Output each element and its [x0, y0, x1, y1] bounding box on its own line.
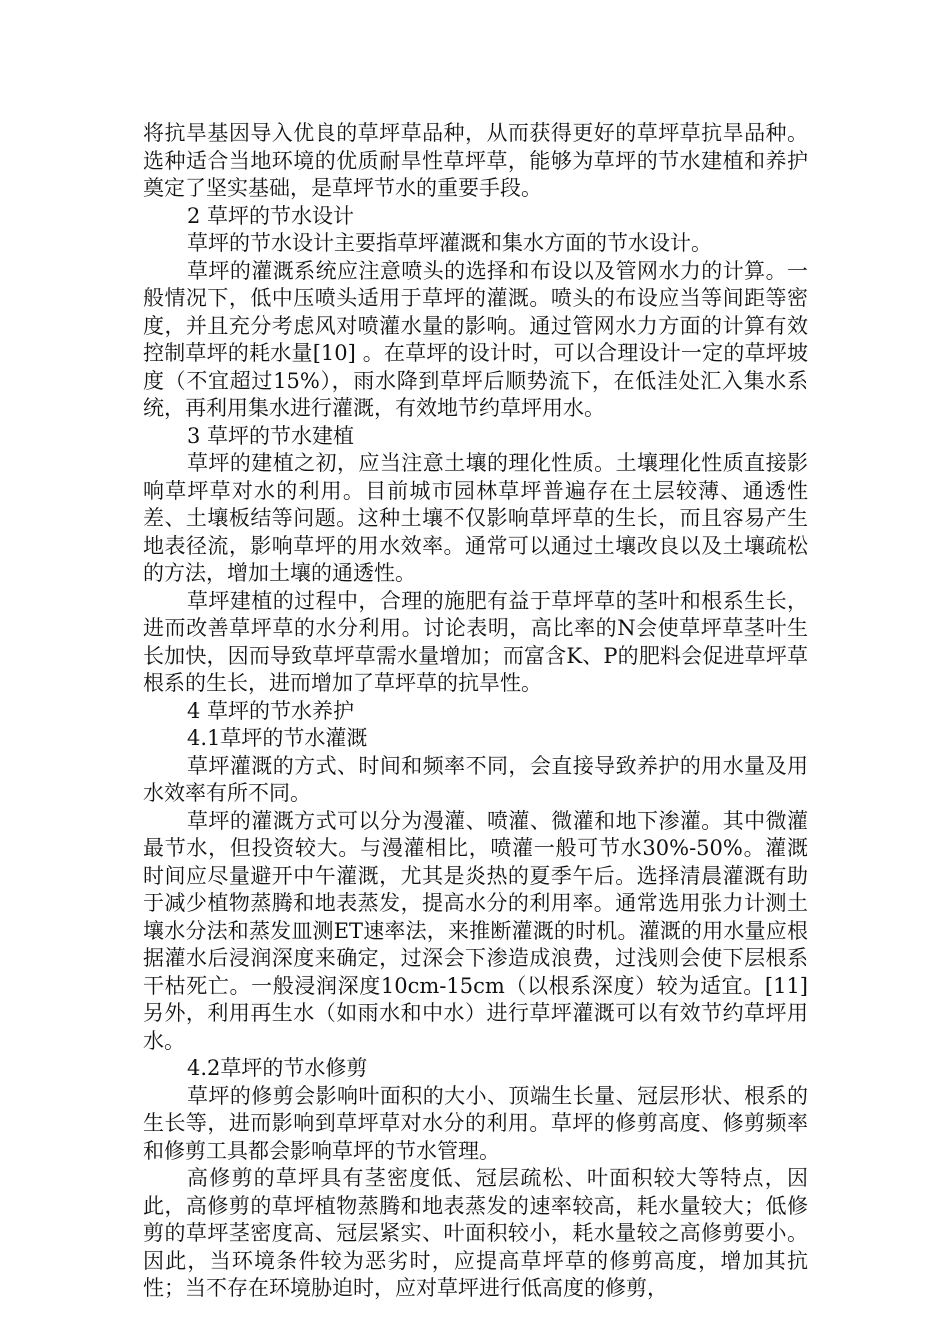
document-page: [143, 120, 808, 1303]
paragraph: 草坪的建植之初，应当注意土壤的理化性质。土壤理化性质直接影响草坪草对水的利用。目前城市园林草坪普遍存在土层较薄、通透性差、土壤板结等问题。这种土壤不仅影响草坪草的生长，而且容易产生地表径流，影响草坪的用水效率。通常可以通过土壤改良以及土壤疏松的方法，增加土壤的通透性。: [143, 451, 808, 585]
paragraph: 草坪的灌溉方式可以分为漫灌、喷灌、微灌和地下渗灌。其中微灌最节水，但投资较大。与漫灌相比，喷灌一般可节水30%-50%。灌溉时间应尽量避开中午灌溉，尤其是炎热的夏季午后。选择清晨灌溉有助于减少植物蒸腾和地表蒸发，提高水分的利用率。通常选用张力计测土壤水分法和蒸发皿测ET速率法，来推断灌溉的时机。灌溉的用水量应根据灌水后浸润深度来确定，过深会下渗造成浪费，过浅则会使下层根系干枯死亡。一般浸润深度10cm-15cm（以根系深度）较为适宜。[11]另外，利用再生水（如雨水和中水）进行草坪灌溉可以有效节约草坪用水。: [143, 808, 808, 1053]
paragraph: 草坪的节水设计主要指草坪灌溉和集水方面的节水设计。: [187, 231, 712, 255]
section-heading: 4 草坪的节水养护: [187, 698, 355, 723]
paragraph: 高修剪的草坪具有茎密度低、冠层疏松、叶面积较大等特点，因此，高修剪的草坪植物蒸腾和地表蒸发的速率较高，耗水量较大；低修剪的草坪茎密度高、冠层紧实、叶面积较小，耗水量较之高修剪要小。因此，当环境条件较为恶劣时，应提高草坪草的修剪高度，增加其抗性；当不存在环境胁迫时，应对草坪进行低高度的修剪，: [143, 1166, 808, 1300]
subsection-heading: 4.2草坪的节水修剪: [187, 1056, 368, 1080]
subsection-heading: 4.1草坪的节水灌溉: [187, 726, 368, 750]
paragraph: 将抗旱基因导入优良的草坪草品种，从而获得更好的草坪草抗旱品种。选种适合当地环境的优质耐旱性草坪草，能够为草坪的节水建植和养护奠定了坚实基础，是草坪节水的重要手段。: [143, 121, 808, 200]
paragraph: 草坪建植的过程中，合理的施肥有益于草坪草的茎叶和根系生长，进而改善草坪草的水分利用。讨论表明，高比率的N会使草坪草茎叶生长加快，因而导致草坪草需水量增加；而富含K、P的肥料会促进草坪草根系的生长，进而增加了草坪草的抗旱性。: [143, 588, 808, 695]
section-heading: 3 草坪的节水建植: [187, 423, 355, 448]
paragraph: 草坪灌溉的方式、时间和频率不同，会直接导致养护的用水量及用水效率有所不同。: [143, 753, 808, 805]
paragraph: 草坪的修剪会影响叶面积的大小、顶端生长量、冠层形状、根系的生长等，进而影响到草坪草对水分的利用。草坪的修剪高度、修剪频率和修剪工具都会影响草坪的节水管理。: [143, 1083, 808, 1163]
paragraph: 草坪的灌溉系统应注意喷头的选择和布设以及管网水力的计算。一般情况下，低中压喷头适用于草坪的灌溉。喷头的布设应当等间距等密度，并且充分考虑风对喷灌水量的影响。通过管网水力方面的计算有效控制草坪的耗水量[10] 。在草坪的设计时，可以合理设计一定的草坪坡度（不宜超过15%），雨水降到草坪后顺势流下，在低洼处汇入集水系统，再利用集水进行灌溉，有效地节约草坪用水。: [143, 258, 808, 420]
section-heading: 2 草坪的节水设计: [187, 203, 355, 228]
